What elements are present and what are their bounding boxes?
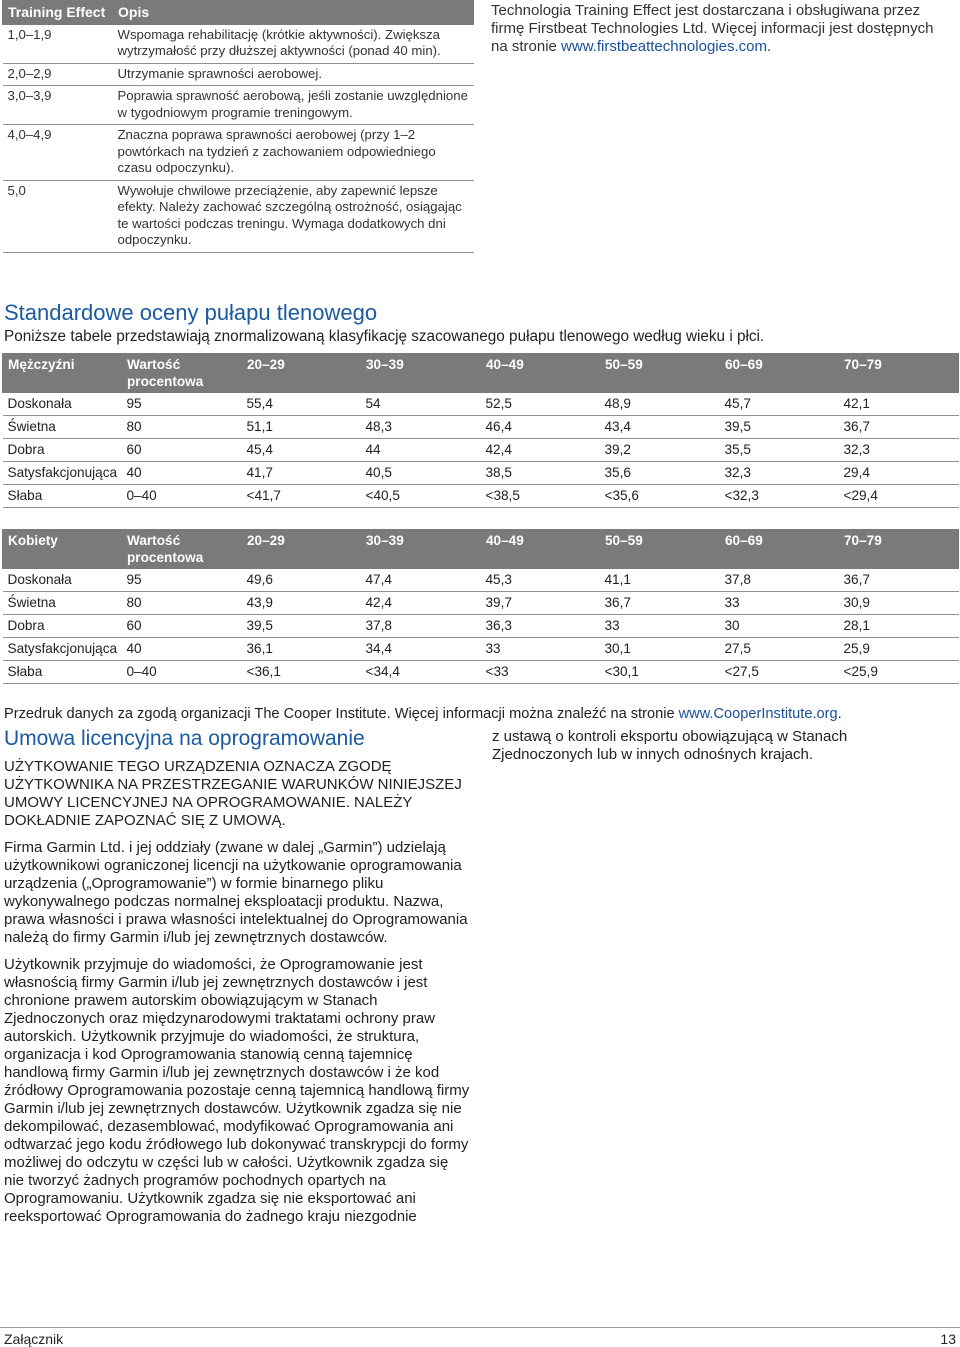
- table-cell: 30,9: [839, 592, 959, 615]
- table-cell: <27,5: [720, 661, 839, 684]
- column-header: Mężczyźni: [3, 354, 122, 393]
- column-header: 40–49: [481, 530, 600, 569]
- table-cell: 45,7: [720, 393, 839, 416]
- vo2-section-title: Standardowe oceny pułapu tlenowego: [4, 300, 378, 325]
- rating-label: Świetna: [3, 592, 122, 615]
- table-cell: 44: [361, 439, 481, 462]
- table-cell: 37,8: [361, 615, 481, 638]
- column-header: Wartość procentowa: [122, 530, 242, 569]
- column-header: 20–29: [242, 530, 361, 569]
- footer-divider: [0, 1327, 960, 1328]
- table-cell: 47,4: [361, 569, 481, 592]
- column-header: 60–69: [720, 354, 839, 393]
- training-effect-range: 4,0–4,9: [3, 125, 113, 181]
- column-header: 20–29: [242, 354, 361, 393]
- table-cell: 60: [122, 439, 242, 462]
- rating-label: Świetna: [3, 416, 122, 439]
- table-cell: 80: [122, 416, 242, 439]
- table-row: [3, 24, 474, 63]
- license-paragraph: UŻYTKOWANIE TEGO URZĄDZENIA OZNACZA ZGODĘ UŻYTKOWNIKA NA PRZESTRZEGANIE WARUNKÓW NINIEJSZEJ UMOWY LICENCYJNEJ NA OPROGRAMOWANIE. NALEŻY DOKŁADNIE ZAPOZNAĆ SIĘ Z UMOWĄ.: [4, 758, 462, 829]
- table-cell: 42,4: [481, 439, 600, 462]
- training-effect-description: Wspomaga rehabilitację (krótkie aktywności). Zwiększa wytrzymałość przy dłuższej aktywności (ponad 40 min).: [113, 24, 474, 63]
- table-cell: 30: [720, 615, 839, 638]
- page-number: 13: [940, 1331, 956, 1347]
- license-body: [4, 758, 470, 1235]
- table-cell: 40: [122, 638, 242, 661]
- table-cell: 52,5: [481, 393, 600, 416]
- firstbeat-note: [491, 2, 951, 56]
- table-cell: 42,4: [361, 592, 481, 615]
- table-cell: 34,4: [361, 638, 481, 661]
- firstbeat-link[interactable]: www.firstbeattechnologies.com: [561, 38, 767, 55]
- training-effect-description: Utrzymanie sprawności aerobowej.: [113, 63, 474, 86]
- table-row: [3, 569, 959, 592]
- table-row: [3, 125, 474, 181]
- table-cell: 29,4: [839, 462, 959, 485]
- table-cell: <29,4: [839, 485, 959, 508]
- table-cell: <40,5: [361, 485, 481, 508]
- reprint-note-suffix: .: [837, 706, 842, 722]
- rating-label: Słaba: [3, 661, 122, 684]
- column-header: Wartość procentowa: [122, 354, 242, 393]
- license-paragraph: Użytkownik przyjmuje do wiadomości, że Oprogramowanie jest własnością firmy Garmin i/lub jej zewnętrznych dostawców i jest chronione prawem autorskim obowiązującym w Stanach Zjednoczonych oraz międzynarodowymi traktatami ochrony praw autorskich. Użytkownik przyjmuje do wiadomości, że struktura, organizacja i kod Oprogramowania stanowią cenną tajemnicę handlową firmy Garmin i/lub jej zewnętrznych dostawców i że kod źródłowy Oprogramowania pozostaje cenną tajemnicą handlową firmy Garmin i/lub jej zewnętrznych dostawców. Użytkownik zgadza się nie dekompilować, dezasemblować, modyfikować Oprogramowania ani odtwarzać jego kodu źródłowego lub dokonywać transkrypcji do formy możliwej do odczytu w części lub w całości. Użytkownik zgadza się nie tworzyć żadnych programów pochodnych opartych na Oprogramowaniu. Użytkownik zgadza się nie eksportować ani reeksportować Oprogramowania do żadnego kraju niezgodnie: [4, 956, 470, 1225]
- table-cell: <25,9: [839, 661, 959, 684]
- reprint-note: [4, 705, 960, 723]
- table-cell: 0–40: [122, 485, 242, 508]
- table-header-row: [3, 354, 959, 393]
- table-cell: <41,7: [242, 485, 361, 508]
- table-cell: 39,7: [481, 592, 600, 615]
- table-header-row: [3, 530, 959, 569]
- rating-label: Słaba: [3, 485, 122, 508]
- table-cell: 49,6: [242, 569, 361, 592]
- table-cell: 30,1: [600, 638, 720, 661]
- license-title: Umowa licencyjna na oprogramowanie: [4, 727, 365, 750]
- vo2-intro: Poniższe tabele przedstawiają znormalizowaną klasyfikację szacowanego pułapu tlenowego według wieku i płci.: [4, 328, 765, 345]
- license-continuation: z ustawą o kontroli eksportu obowiązującą w Stanach Zjednoczonych lub w innych odnośnych krajach.: [492, 728, 848, 763]
- table-cell: 35,5: [720, 439, 839, 462]
- table-cell: 36,7: [600, 592, 720, 615]
- table-cell: 33: [720, 592, 839, 615]
- training-effect-table: [2, 0, 474, 253]
- table-cell: 27,5: [720, 638, 839, 661]
- vo2-women-table: [2, 529, 959, 684]
- table-cell: 36,1: [242, 638, 361, 661]
- table-cell: <33: [481, 661, 600, 684]
- table-cell: 54: [361, 393, 481, 416]
- table-cell: <36,1: [242, 661, 361, 684]
- table-row: [3, 592, 959, 615]
- table-cell: 32,3: [839, 439, 959, 462]
- table-cell: 33: [600, 615, 720, 638]
- table-row: [3, 485, 959, 508]
- table-row: [3, 63, 474, 86]
- table-cell: 32,3: [720, 462, 839, 485]
- training-effect-range: 1,0–1,9: [3, 24, 113, 63]
- table-header-row: [3, 1, 474, 25]
- table-cell: 39,2: [600, 439, 720, 462]
- column-header: 30–39: [361, 530, 481, 569]
- table-cell: 51,1: [242, 416, 361, 439]
- table-cell: 40,5: [361, 462, 481, 485]
- table-cell: 39,5: [720, 416, 839, 439]
- table-row: [3, 86, 474, 125]
- training-effect-description: Wywołuje chwilowe przeciążenie, aby zapewnić lepsze efekty. Należy zachować szczególną ostrożność, osiągając te wartości podczas treningu. Wymaga dodatkowych dni odpoczynku.: [113, 180, 474, 252]
- cooper-link[interactable]: www.CooperInstitute.org: [678, 706, 838, 722]
- table-cell: 39,5: [242, 615, 361, 638]
- rating-label: Dobra: [3, 615, 122, 638]
- table-row: [3, 393, 959, 416]
- footer-section: Załącznik: [4, 1331, 64, 1347]
- column-header: 50–59: [600, 354, 720, 393]
- training-effect-description: Poprawia sprawność aerobową, jeśli zostanie uwzględnione w tygodniowym programie treningowym.: [113, 86, 474, 125]
- table-cell: 33: [481, 638, 600, 661]
- table-row: [3, 180, 474, 252]
- table-row: [3, 638, 959, 661]
- table-cell: <32,3: [720, 485, 839, 508]
- table-cell: 43,4: [600, 416, 720, 439]
- firstbeat-note-suffix: .: [766, 38, 772, 55]
- rating-label: Doskonała: [3, 569, 122, 592]
- table-cell: 95: [122, 569, 242, 592]
- table-cell: 55,4: [242, 393, 361, 416]
- table-cell: <30,1: [600, 661, 720, 684]
- table-cell: 42,1: [839, 393, 959, 416]
- table-row: [3, 439, 959, 462]
- table-cell: 45,3: [481, 569, 600, 592]
- table-cell: 45,4: [242, 439, 361, 462]
- table-cell: 38,5: [481, 462, 600, 485]
- rating-label: Dobra: [3, 439, 122, 462]
- table-row: [3, 615, 959, 638]
- table-row: [3, 661, 959, 684]
- license-paragraph: Firma Garmin Ltd. i jej oddziały (zwane w dalej „Garmin”) udzielają użytkownikowi ograniczonej licencji na użytkowanie oprogramowania urządzenia („Oprogramowanie”) w formie binarnego pliku wykonywalnego podczas normalnej eksploatacji produktu. Nazwa, prawa własności i prawa własności intelektualnej do Oprogramowania należą do firmy Garmin i/lub jej zewnętrznych dostawców.: [4, 839, 468, 946]
- training-effect-range: 2,0–2,9: [3, 63, 113, 86]
- table-cell: 36,3: [481, 615, 600, 638]
- column-header: Kobiety: [3, 530, 122, 569]
- table-cell: 48,9: [600, 393, 720, 416]
- table-cell: 43,9: [242, 592, 361, 615]
- table-cell: 41,1: [600, 569, 720, 592]
- column-header: 30–39: [361, 354, 481, 393]
- column-header: 70–79: [839, 530, 959, 569]
- training-effect-range: 5,0: [3, 180, 113, 252]
- column-header: 70–79: [839, 354, 959, 393]
- rating-label: Satysfakcjonująca: [3, 638, 122, 661]
- table-row: [3, 416, 959, 439]
- column-header: Opis: [113, 1, 474, 25]
- table-cell: 36,7: [839, 569, 959, 592]
- table-row: [3, 462, 959, 485]
- table-cell: 95: [122, 393, 242, 416]
- table-cell: 28,1: [839, 615, 959, 638]
- rating-label: Satysfakcjonująca: [3, 462, 122, 485]
- firstbeat-note-text: Technologia Training Effect jest dostarczana i obsługiwana przez firmę Firstbeat Technologies Ltd. Więcej informacji jest dostępnych na stronie: [491, 2, 934, 55]
- rating-label: Doskonała: [3, 393, 122, 416]
- table-cell: 35,6: [600, 462, 720, 485]
- table-cell: 25,9: [839, 638, 959, 661]
- column-header: 40–49: [481, 354, 600, 393]
- table-cell: 41,7: [242, 462, 361, 485]
- table-cell: 46,4: [481, 416, 600, 439]
- table-cell: 37,8: [720, 569, 839, 592]
- table-cell: 40: [122, 462, 242, 485]
- table-cell: <38,5: [481, 485, 600, 508]
- vo2-men-table: [2, 353, 959, 508]
- training-effect-description: Znaczna poprawa sprawności aerobowej (przy 1–2 powtórkach na tydzień z zachowaniem odpowiedniego czasu odpoczynku).: [113, 125, 474, 181]
- column-header: 60–69: [720, 530, 839, 569]
- table-cell: 0–40: [122, 661, 242, 684]
- training-effect-range: 3,0–3,9: [3, 86, 113, 125]
- column-header: Training Effect: [3, 1, 113, 25]
- table-cell: 36,7: [839, 416, 959, 439]
- table-cell: 48,3: [361, 416, 481, 439]
- table-cell: 80: [122, 592, 242, 615]
- reprint-note-text: Przedruk danych za zgodą organizacji The Cooper Institute. Więcej informacji można znaleźć na stronie: [4, 706, 679, 722]
- table-cell: <34,4: [361, 661, 481, 684]
- table-cell: <35,6: [600, 485, 720, 508]
- column-header: 50–59: [600, 530, 720, 569]
- table-cell: 60: [122, 615, 242, 638]
